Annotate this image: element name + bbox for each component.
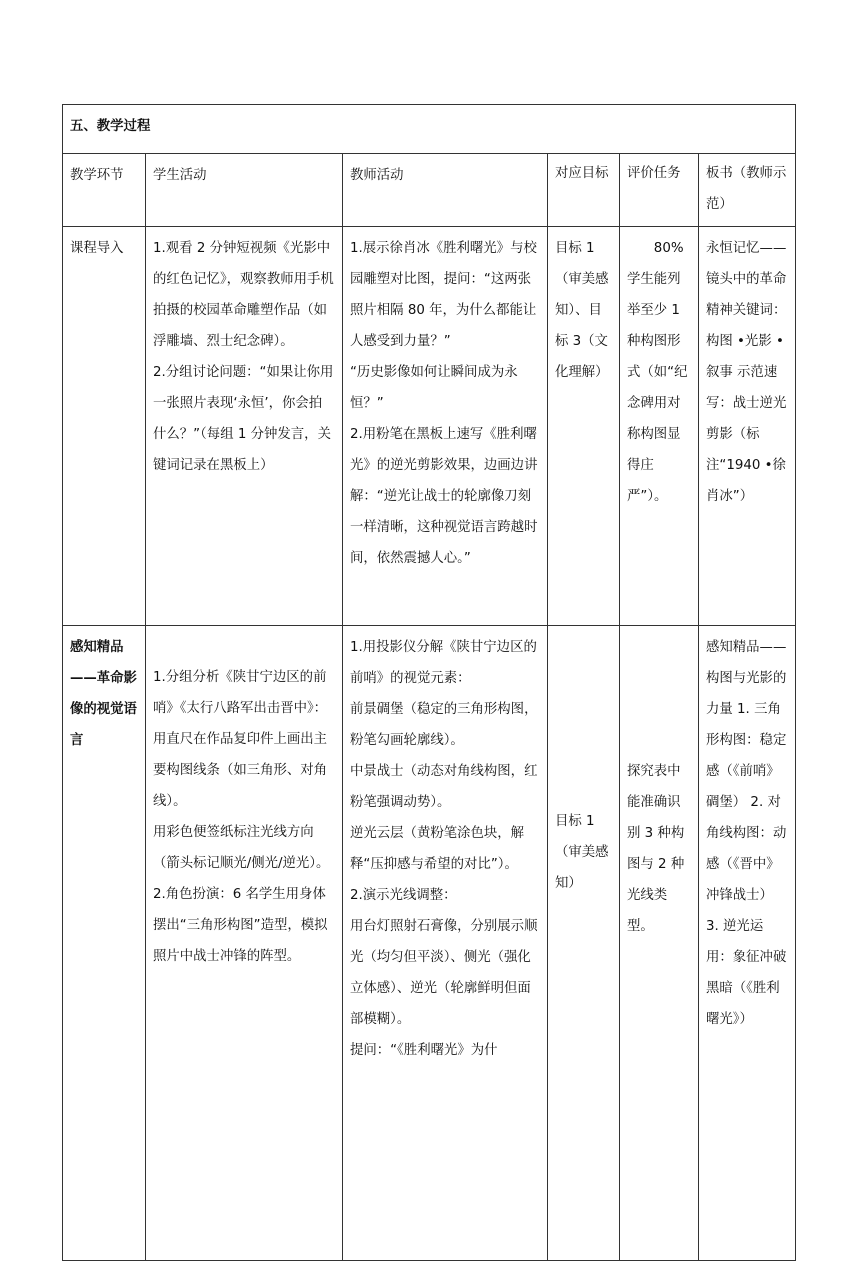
table-row [63, 227, 796, 626]
teacher-activity-para: 逆光云层（黄粉笔涂色块，解释“压抑感与希望的对比”）。 [350, 826, 525, 872]
teacher-activity-cell [343, 626, 548, 1261]
header-evaluation: 评价任务 [620, 154, 699, 227]
teacher-activity-para: 1.用投影仪分解《陕甘宁边区的前哨》的视觉元素： [350, 640, 537, 686]
student-activity-para: 用直尺在作品复印件上画出主要构图线条（如三角形、对角线）。 [153, 732, 328, 809]
header-teacher-activity: 教师活动 [343, 154, 548, 227]
stage-cell: 感知精品——革命影像的视觉语言 [63, 626, 146, 1261]
teacher-activity-para: 2.演示光线调整： [350, 888, 457, 903]
student-activity-cell [146, 626, 343, 1261]
teacher-activity-para: “历史影像如何让瞬间成为永恒？” [350, 365, 518, 411]
section-title: 五、教学过程 [63, 105, 796, 154]
teacher-activity-para: 1.展示徐肖冰《胜利曙光》与校园雕塑对比图，提问：“这两张照片相隔 80 年，为什么都能让人感受到力量？” [350, 241, 537, 349]
board-cell: 永恒记忆——镜头中的革命精神关键词：构图 •光影 •叙事 示范速写：战士逆光剪影（标注“1940 •徐肖冰”） [699, 227, 796, 626]
teacher-activity-para: 用台灯照射石膏像，分别展示顺光（均匀但平淡）、侧光（强化立体感）、逆光（轮廓鲜明但面部模糊）。 [350, 919, 538, 1027]
evaluation-cell: 探究表中能准确识别 3 种构图与 2 种光线类型。 [620, 626, 699, 1261]
teacher-activity-para: 提问：“《胜利曙光》为什 [350, 1043, 498, 1058]
header-stage: 教学环节 [63, 154, 146, 227]
student-activity-para: 1.分组分析《陕甘宁边区的前哨》《太行八路军出击晋中》： [153, 670, 328, 716]
header-board: 板书（教师示范） [699, 154, 796, 227]
header-student-activity: 学生活动 [146, 154, 343, 227]
evaluation-cell: 80%学生能列举至少 1 种构图形式（如“纪念碑用对称构图显得庄严”）。 [620, 227, 699, 626]
table-row [63, 626, 796, 1261]
goal-cell: 目标 1（审美感知） [548, 626, 620, 1261]
goal-cell: 目标 1（审美感知）、目标 3（文化理解） [548, 227, 620, 626]
teacher-activity-para: 中景战士（动态对角线构图，红粉笔强调动势）。 [350, 764, 538, 810]
board-cell: 感知精品——构图与光影的力量 1. 三角形构图：稳定感（《前哨》碉堡） 2. 对角线构图：动感（《晋中》冲锋战士） 3. 逆光运用：象征冲破黑暗（《胜利曙光》） [699, 626, 796, 1261]
stage-cell: 课程导入 [63, 227, 146, 626]
teacher-activity-cell [343, 227, 548, 626]
student-activity-para: 1.观看 2 分钟短视频《光影中的红色记忆》，观察教师用手机拍摄的校园革命雕塑作品（如浮雕墙、烈士纪念碑）。 [153, 241, 334, 349]
header-goal: 对应目标 [548, 154, 620, 227]
student-activity-cell [146, 227, 343, 626]
student-activity-para: 2.角色扮演：6 名学生用身体摆出“三角形构图”造型，模拟照片中战士冲锋的阵型。 [153, 887, 328, 964]
table-header-row [63, 154, 796, 227]
student-activity-para: 用彩色便签纸标注光线方向（箭头标记顺光/侧光/逆光）。 [153, 825, 330, 871]
teacher-activity-para: 前景碉堡（稳定的三角形构图，粉笔勾画轮廓线）。 [350, 702, 538, 748]
teaching-process-table [62, 104, 796, 1261]
teacher-activity-para: 2.用粉笔在黑板上速写《胜利曙光》的逆光剪影效果，边画边讲解：“逆光让战士的轮廓像刀刻一样清晰，这种视觉语言跨越时间，依然震撼人心。” [350, 427, 538, 566]
student-activity-para: 2.分组讨论问题：“如果让你用一张照片表现‘永恒’，你会拍什么？”（每组 1 分钟发言，关键词记录在黑板上） [153, 365, 334, 473]
